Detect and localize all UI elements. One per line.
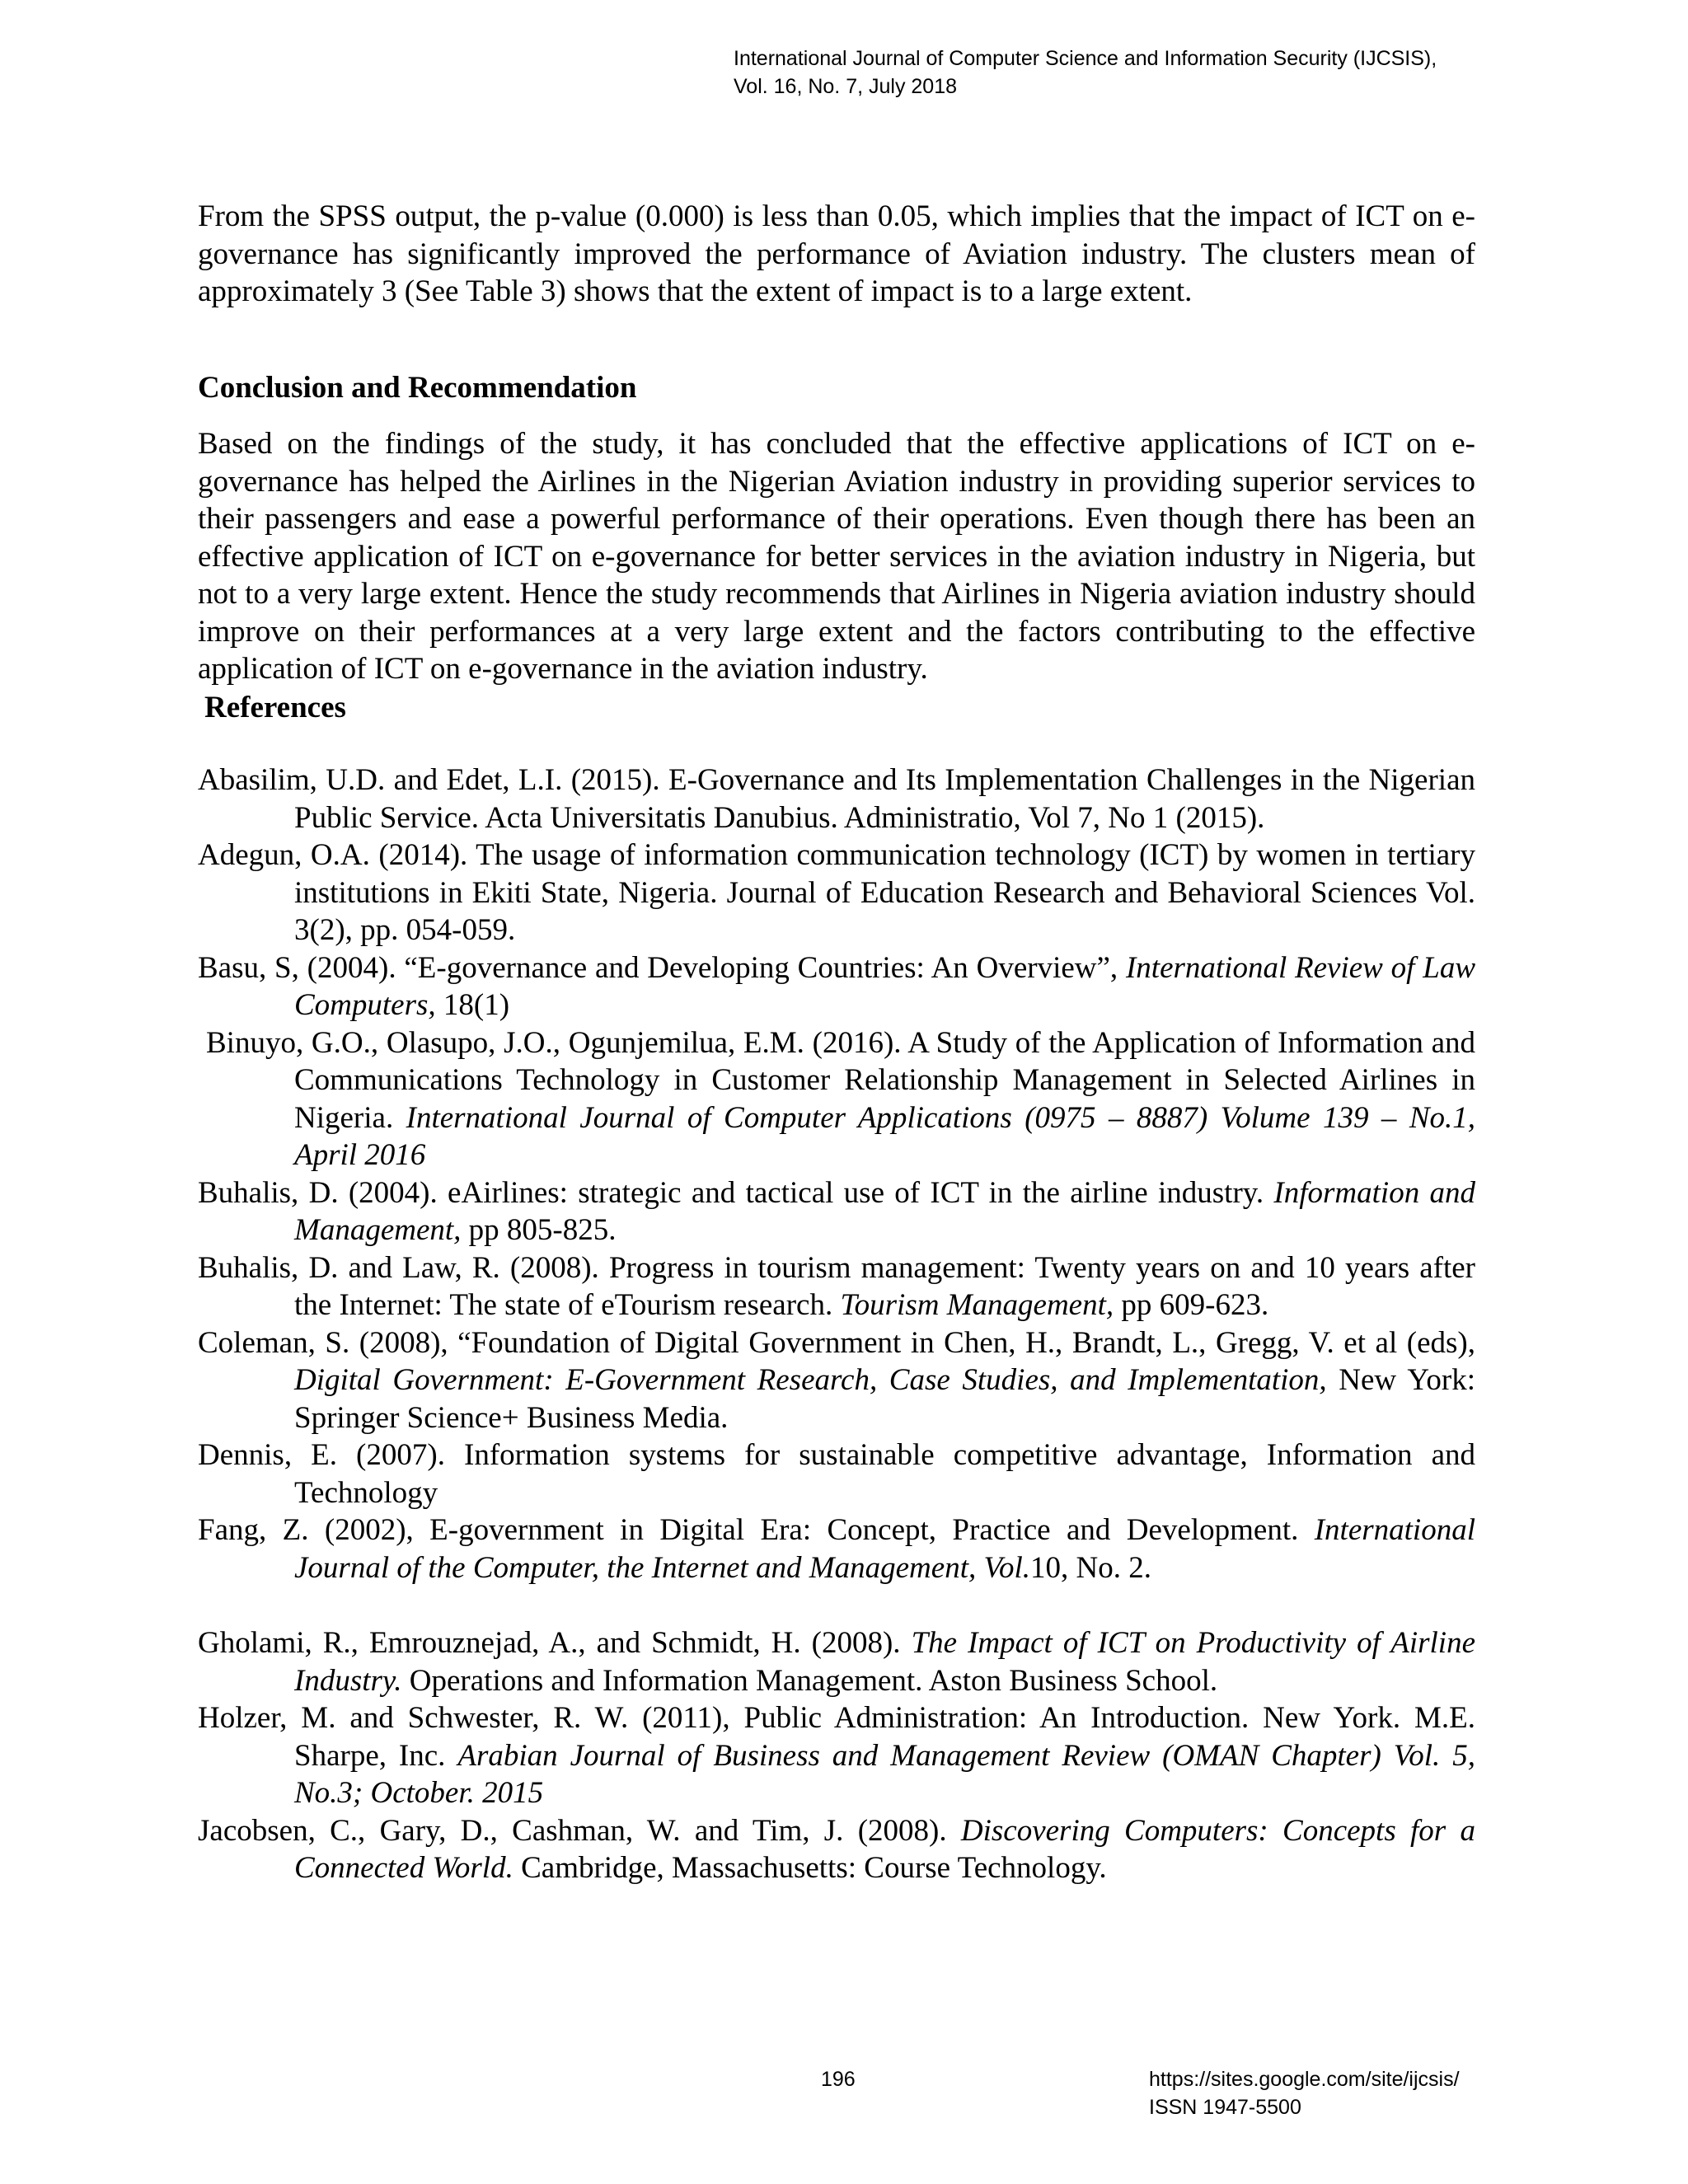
conclusion-paragraph: Based on the findings of the study, it has concluded that the effective applications of ICT on e-governance has helped the Airlines in the Nigerian Aviation industry in providing superior services to their passengers and ease a powerful performance of their operations. Even though there has been an effective application of ICT on e-governance for better services in the aviation industry in Nigeria, but not to a very large extent. Hence the study recommends that Airlines in Nigeria aviation industry should improve on their performances at a very large extent and the factors contributing to the effective application of ICT on e-governance in the aviation industry. xyxy=(198,427,1475,686)
header-journal-name: International Journal of Computer Science and Information Security (IJCSIS), xyxy=(734,47,1437,70)
reference-item: Coleman, S. (2008), “Foundation of Digital Government in Chen, H., Brandt, L., Gregg, V. et al (eds), Digital Government: E-Government Research, Case Studies, and Implementation, New York: Springer Science+ Business Media. xyxy=(198,1325,1475,1435)
reference-item: Gholami, R., Emrouznejad, A., and Schmidt, H. (2008). The Impact of ICT on Productivity of Airline Industry. Operations and Information Management. Aston Business School. xyxy=(198,1626,1475,1698)
results-paragraph: From the SPSS output, the p-value (0.000) is less than 0.05, which implies that the impact of ICT on e-governance has significantly improved the performance of Aviation industry. The clusters mean of approximately 3 (See Table 3) shows that the extent of impact is to a large extent. xyxy=(198,199,1475,308)
reference-item: Basu, S, (2004). “E-governance and Developing Countries: An Overview”, International Review of Law Computers, 18(1) xyxy=(198,950,1475,1022)
reference-item: Holzer, M. and Schwester, R. W. (2011), Public Administration: An Introduction. New York. M.E. Sharpe, Inc. Arabian Journal of Business and Management Review (OMAN Chapter) Vol. 5, No.3; October. 2015 xyxy=(198,1701,1475,1810)
footer-url: https://sites.google.com/site/ijcsis/ xyxy=(1149,2068,1460,2091)
references-heading: References xyxy=(204,691,346,724)
reference-list xyxy=(198,762,1475,1887)
reference-item: Dennis, E. (2007). Information systems for sustainable competitive advantage, Information and Technology xyxy=(198,1438,1475,1510)
running-header xyxy=(734,45,1558,101)
footer-info xyxy=(1149,2065,1460,2121)
reference-item: Buhalis, D. (2004). eAirlines: strategic and tactical use of ICT in the airline industry. Information and Management, pp 805-825. xyxy=(198,1175,1475,1247)
reference-item: Fang, Z. (2002), E-government in Digital Era: Concept, Practice and Development. International Journal of the Computer, the Internet and Management, Vol.10, No. 2. xyxy=(198,1513,1475,1585)
conclusion-heading: Conclusion and Recommendation xyxy=(198,371,637,405)
header-volume: Vol. 16, No. 7, July 2018 xyxy=(734,75,958,98)
footer-issn: ISSN 1947-5500 xyxy=(1149,2096,1301,2119)
reference-item: Binuyo, G.O., Olasupo, J.O., Ogunjemilua, E.M. (2016). A Study of the Application of Information and Communications Technology in Customer Relationship Management in Selected Airlines in Nigeria. International Journal of Computer Applications (0975 – 8887) Volume 139 – No.1, April 2016 xyxy=(206,1025,1475,1172)
reference-item: Buhalis, D. and Law, R. (2008). Progress in tourism management: Twenty years on and 10 years after the Internet: The state of eTourism research. Tourism Management, pp 609-623. xyxy=(198,1250,1475,1322)
reference-item: Adegun, O.A. (2014). The usage of information communication technology (ICT) by women in tertiary institutions in Ekiti State, Nigeria. Journal of Education Research and Behavioral Sciences Vol. 3(2), pp. 054-059. xyxy=(198,838,1475,947)
reference-item: Jacobsen, C., Gary, D., Cashman, W. and Tim, J. (2008). Discovering Computers: Concepts for a Connected World. Cambridge, Massachusetts: Course Technology. xyxy=(198,1813,1475,1885)
reference-item: Abasilim, U.D. and Edet, L.I. (2015). E-Governance and Its Implementation Challenges in the Nigerian Public Service. Acta Universitatis Danubius. Administratio, Vol 7, No 1 (2015). xyxy=(198,763,1475,835)
page-number: 196 xyxy=(821,2068,856,2091)
